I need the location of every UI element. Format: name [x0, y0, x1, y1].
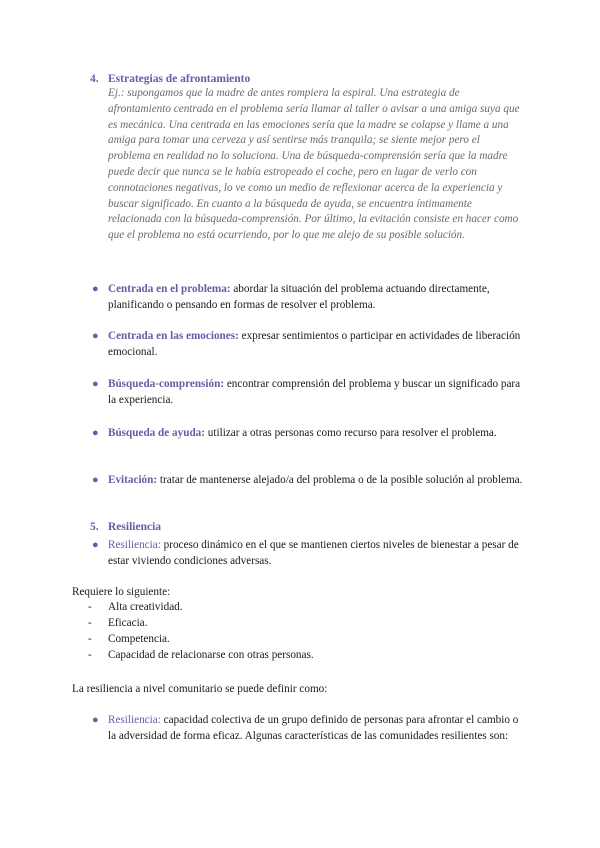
bullet-dot-icon: ●: [92, 539, 99, 551]
strategy-text: expresar sentimientos o participar en actividades de liberación emocional.: [108, 330, 521, 358]
bullet-dot-icon: ●: [92, 330, 99, 342]
bullet-dot-icon: ●: [92, 474, 99, 486]
resilience-text: proceso dinámico en el que se mantienen ciertos niveles de bienestar a pesar de estar viviendo condiciones adversas.: [108, 539, 519, 567]
bullet-dot-icon: ●: [92, 378, 99, 390]
strategy-term: Evitación:: [108, 474, 158, 486]
section-4-number: 4.: [90, 73, 99, 85]
strategy-text: abordar la situación del problema actuando directamente, planificando o pensando en formas de resolver el problema.: [108, 283, 490, 311]
strategy-text: encontrar comprensión del problema y buscar un significado para la experiencia.: [108, 378, 521, 406]
section-4-heading: [90, 72, 250, 87]
strategy-item: [92, 472, 526, 488]
example-paragraph: Ej.: supongamos que la madre de antes rompiera la espiral. Una estrategia de afrontamiento centrada en el problema sería llamar al taller o avisar a una amiga suya que es mecánica. Una centrada en las emociones sería que la madre se colapse y llame a una amiga para tomar una cerveza y así sentirse más tranquila; se siente mejor pero el problema en realidad no lo soluciona. Una de búsqueda-comprensión sería que la madre puede decir que nunca se le había estropeado el coche, pero en lugar de verlo con connotaciones negativas, lo ve como un medio de reflexionar acerca de la experiencia y buscar significado. En cuanto a la búsqueda de ayuda, se encuentra íntimamente relacionada con la búsqueda-comprensión. Por último, la evitación consiste en hacer como que el problema no está ocurriendo, por lo que me alejo de su posible solución.: [108, 87, 520, 242]
community-resilience-text: capacidad colectiva de un grupo definido de personas para afrontar el cambio o la adversidad de forma eficaz. Algunas características de las comunidades resilientes son:: [108, 714, 519, 742]
strategy-term: Centrada en las emociones:: [108, 330, 239, 342]
section-5-heading: [90, 520, 161, 535]
bullet-dot-icon: ●: [92, 714, 99, 726]
section-5-number: 5.: [90, 521, 99, 533]
community-resilience-definition: [92, 712, 526, 744]
requirement-item: - Eficacia.: [88, 617, 148, 629]
bullet-dot-icon: ●: [92, 283, 99, 295]
strategy-item: [92, 425, 526, 441]
bullet-dot-icon: ●: [92, 427, 99, 439]
strategy-term: Centrada en el problema:: [108, 283, 231, 295]
strategy-item: [92, 281, 526, 313]
strategy-term: Búsqueda de ayuda:: [108, 427, 205, 439]
strategy-text: tratar de mantenerse alejado/a del problema o de la posible solución al problema.: [157, 474, 523, 486]
community-intro: La resiliencia a nivel comunitario se puede definir como:: [72, 683, 328, 695]
strategy-item: [92, 376, 526, 408]
requires-intro: Requiere lo siguiente:: [72, 586, 171, 598]
section-4-title: Estrategias de afrontamiento: [108, 73, 251, 85]
requirement-item: - Capacidad de relacionarse con otras personas.: [88, 649, 314, 661]
community-resilience-term: Resiliencia:: [108, 714, 161, 726]
strategy-item: [92, 328, 526, 360]
requirement-item: - Alta creatividad.: [88, 601, 183, 613]
requirement-item: - Competencia.: [88, 633, 170, 645]
requirements-list: [88, 599, 314, 663]
resilience-term: Resiliencia:: [108, 539, 161, 551]
strategy-term: Búsqueda-comprensión:: [108, 378, 225, 390]
strategy-text: utilizar a otras personas como recurso para resolver el problema.: [205, 427, 497, 439]
resilience-definition: [92, 537, 526, 569]
section-5-title: Resiliencia: [108, 521, 162, 533]
